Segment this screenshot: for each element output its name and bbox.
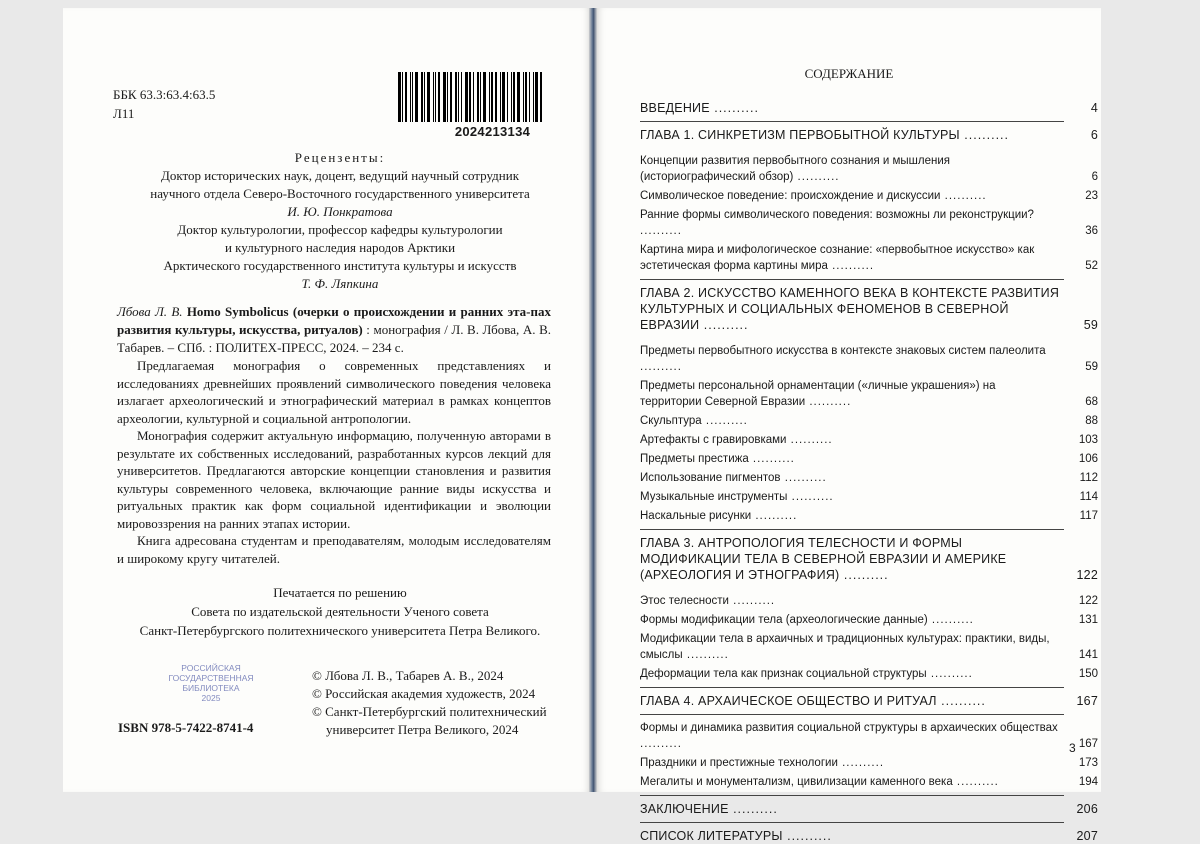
toc-entry — [640, 828, 1098, 844]
print-line: Печатается по решению — [273, 585, 407, 600]
toc-entry-title: Скульптура — [640, 415, 702, 427]
toc-entry — [640, 612, 1098, 628]
toc-divider — [640, 687, 1064, 688]
library-stamp — [165, 663, 257, 705]
barcode-bar — [458, 72, 459, 122]
toc-entry-title: Формы и динамика развития социальной структуры в архаических обществах — [640, 722, 1058, 734]
biblio-rest: : монография / Л. В. Лбова, А. В. Табарев. – СПб. : ПОЛИТЕХ-ПРЕСС, 2024. – 234 с. — [117, 322, 551, 355]
toc-page-number: 59 — [1083, 318, 1098, 332]
barcode-bar — [438, 72, 440, 122]
toc-divider — [640, 279, 1064, 280]
barcode-bar — [502, 72, 505, 122]
toc-leader: .......... — [793, 171, 840, 183]
toc-leader: .......... — [682, 649, 729, 661]
toc-divider — [640, 795, 1064, 796]
barcode-bar — [427, 72, 430, 122]
toc-divider — [640, 822, 1064, 823]
toc-entry-title: Артефакты с гравировками — [640, 434, 787, 446]
barcode-bar — [540, 72, 542, 122]
toc-page-number: 117 — [1079, 510, 1098, 522]
toc-entry-title: СПИСОК ЛИТЕРАТУРЫ — [640, 829, 783, 843]
toc-entry-title: ГЛАВА 3. АНТРОПОЛОГИЯ ТЕЛЕСНОСТИ И ФОРМЫ МОДИФИКАЦИИ ТЕЛА В СЕВЕРНОЙ ЕВРАЗИИ И АМЕРИКЕ (АРХЕОЛОГИЯ И ЭТНОГРАФИЯ) — [640, 536, 1007, 582]
toc-page-number: 4 — [1090, 101, 1098, 115]
barcode-bar — [495, 72, 497, 122]
toc-page-number: 167 — [1076, 694, 1098, 708]
toc-leader: .......... — [782, 829, 832, 843]
toc-title: СОДЕРЖАНИЕ — [804, 66, 894, 81]
toc-leader: .......... — [728, 802, 778, 816]
toc-leader: .......... — [640, 738, 682, 750]
toc-entry-title: Концепции развития первобытного сознания и мышления (историографический обзор) — [640, 155, 951, 183]
toc-entry — [640, 489, 1098, 505]
toc-entry — [640, 100, 1098, 116]
toc-page-number: 141 — [1078, 649, 1098, 661]
copyright-line: © Российская академия художеств, 2024 — [312, 686, 536, 701]
reviewer2-line: и культурного наследия народов Арктики — [224, 240, 456, 255]
toc-leader: .......... — [959, 128, 1009, 142]
toc-page-number: 112 — [1079, 472, 1098, 484]
barcode-bar — [450, 72, 452, 122]
barcode-bar — [483, 72, 486, 122]
toc-page-number: 68 — [1085, 396, 1098, 408]
toc-leader: .......... — [640, 225, 682, 237]
barcode-bar — [469, 72, 471, 122]
barcode-bar — [529, 72, 530, 122]
toc-leader: .......... — [952, 776, 999, 788]
annotation-paragraph: Монография содержит актуальную информацию, полученную авторами в результате их собственных исследований, разработанных курсов лекций для университетов. Предлагаются авторские концепции становления и развития культуры современного человека, включающие ранние виды искусства и ритуальных практик как форм социальной идентификации и эволюции мировоззрения на ранних этапах истории. — [117, 428, 551, 531]
barcode-bar — [491, 72, 493, 122]
toc-entry — [640, 508, 1098, 524]
toc-entry-title: Предметы первобытного искусства в контексте знаковых систем палеолита — [640, 345, 1046, 357]
barcode-bar — [533, 72, 534, 122]
toc-leader: .......... — [926, 668, 973, 680]
bbk-block — [113, 85, 215, 123]
barcode-bar — [489, 72, 490, 122]
toc-page-number: 59 — [1085, 361, 1098, 373]
toc-entry-title: Картина мира и мифологическое сознание: «первобытное искусство» как эстетическая форма картины мира — [640, 244, 1035, 272]
reviewer1-line: научного отдела Северо-Восточного государственного университета — [150, 186, 530, 201]
toc-page-number: 207 — [1076, 829, 1098, 843]
toc-divider — [640, 121, 1064, 122]
stamp-line: ГОСУДАРСТВЕННАЯ — [168, 673, 254, 683]
toc-entry-title: Формы модификации тела (археологические данные) — [640, 614, 928, 626]
toc-leader: .......... — [728, 595, 776, 607]
barcode-bar — [455, 72, 457, 122]
toc-page-number: 6 — [1091, 171, 1098, 183]
bbk-code: ББК 63.3:63.4:63.5 — [113, 87, 216, 102]
barcode-bar — [435, 72, 436, 122]
toc-entry — [640, 801, 1098, 817]
toc-entry — [640, 451, 1098, 467]
toc-leader: .......... — [786, 434, 833, 446]
reviewer2-name: Т. Ф. Ляпкина — [301, 276, 379, 291]
toc-entry — [640, 666, 1098, 682]
toc-entry — [640, 693, 1098, 709]
toc-entry-title: Праздники и престижные технологии — [640, 757, 838, 769]
barcode-bar — [517, 72, 520, 122]
barcode-number: 2024213134 — [454, 124, 531, 139]
toc-page-number: 206 — [1076, 802, 1098, 816]
toc-page-number: 36 — [1085, 225, 1098, 237]
toc-entry — [640, 535, 1098, 583]
barcode-bar — [405, 72, 407, 122]
toc-entry — [640, 188, 1098, 204]
toc-page-number: 194 — [1078, 776, 1098, 788]
reviewer2-line: Доктор культурологии, профессор кафедры культурологии — [177, 222, 503, 237]
toc-entry — [640, 755, 1098, 771]
toc-leader: .......... — [640, 361, 682, 373]
barcode-bar — [535, 72, 538, 122]
table-of-contents — [640, 96, 1098, 844]
toc-entry-title: Модификации тела в архаичных и традиционных культурах: практики, виды, смыслы — [640, 633, 1050, 661]
toc-page-number: 122 — [1076, 568, 1098, 582]
barcode-bar — [443, 72, 446, 122]
toc-page-number: 106 — [1078, 453, 1098, 465]
toc-page-number: 88 — [1085, 415, 1098, 427]
print-line: Санкт-Петербургского политехнического университета Петра Великого. — [139, 623, 541, 638]
barcode-bar — [461, 72, 462, 122]
toc-leader: .......... — [709, 101, 759, 115]
toc-leader: .......... — [936, 694, 986, 708]
biblio-title: Homo Symbolicus (очерки о происхождении и ранних эта-пах развития культуры, искусства, ритуалов) — [117, 304, 551, 337]
barcode-bar — [421, 72, 423, 122]
book-spine — [589, 8, 597, 792]
barcode-bar — [415, 72, 418, 122]
toc-page-number: 103 — [1078, 434, 1098, 446]
barcode-bar — [500, 72, 501, 122]
toc-page-number: 122 — [1078, 595, 1098, 607]
toc-entry-title: Ранние формы символического поведения: возможны ли реконструкции? — [640, 209, 1034, 221]
toc-page-number: 150 — [1078, 668, 1098, 680]
toc-entry-title: Этос телесности — [640, 595, 729, 607]
barcode-bar — [465, 72, 468, 122]
toc-leader: .......... — [839, 568, 889, 582]
barcode-bar — [513, 72, 515, 122]
isbn: ISBN 978-5-7422-8741-4 — [118, 720, 254, 735]
toc-entry-title: ГЛАВА 1. СИНКРЕТИЗМ ПЕРВОБЫТНОЙ КУЛЬТУРЫ — [640, 128, 960, 142]
stamp-line: 2025 — [201, 693, 221, 703]
toc-entry-title: Символическое поведение: происхождение и дискуссии — [640, 190, 941, 202]
toc-leader: .......... — [780, 472, 827, 484]
annotation-paragraph: Предлагаемая монография о современных представлениях и исследованиях древнейших проявлений символического поведения человека излагает археологический и этнографический материал в рамках концептов археологии, культурной и социальной антропологии. — [117, 358, 551, 426]
toc-entry — [640, 593, 1098, 609]
toc-page-number: 131 — [1078, 614, 1098, 626]
toc-entry — [640, 378, 1098, 410]
barcode-bar — [477, 72, 479, 122]
toc-entry-title: Предметы персональной орнаментации («личные украшения») на территории Северной Евразии — [640, 380, 996, 408]
barcode-bar — [398, 72, 401, 122]
toc-entry — [640, 343, 1098, 375]
toc-entry-title: Мегалиты и монументализм, цивилизации каменного века — [640, 776, 953, 788]
toc-page-number: 173 — [1078, 757, 1098, 769]
bibliographic-record — [117, 303, 551, 357]
barcode-bars — [398, 72, 587, 122]
toc-entry — [640, 153, 1098, 185]
reviewer1-name: И. Ю. Понкратова — [287, 204, 393, 219]
reviewers-heading: Рецензенты: — [294, 150, 386, 165]
toc-entry — [640, 774, 1098, 790]
toc-entry-title: Музыкальные инструменты — [640, 491, 788, 503]
toc-entry — [640, 470, 1098, 486]
copyright-line: университет Петра Великого, 2024 — [326, 722, 519, 737]
barcode — [398, 72, 587, 146]
copyright-line: © Лбова Л. В., Табарев А. В., 2024 — [312, 668, 504, 683]
author-mark: Л11 — [113, 106, 135, 121]
toc-entry — [640, 127, 1098, 143]
barcode-bar — [511, 72, 512, 122]
toc-entry — [640, 413, 1098, 429]
toc-entry-title: Деформации тела как признак социальной структуры — [640, 668, 927, 680]
barcode-bar — [525, 72, 527, 122]
toc-leader: .......... — [699, 318, 749, 332]
toc-entry-title: ВВЕДЕНИЕ — [640, 101, 710, 115]
barcode-bar — [473, 72, 474, 122]
toc-page-number: 6 — [1090, 128, 1098, 142]
toc-entry-title: ГЛАВА 2. ИСКУССТВО КАМЕННОГО ВЕКА В КОНТЕКСТЕ РАЗВИТИЯ КУЛЬТУРНЫХ И СОЦИАЛЬНЫХ ФЕНОМЕНОВ В СЕВЕРНОЙ ЕВРАЗИИ — [640, 286, 1060, 332]
toc-entry-title: Предметы престижа — [640, 453, 749, 465]
copyright-line: © Санкт-Петербургский политехнический — [312, 704, 547, 719]
toc-leader: .......... — [927, 614, 974, 626]
toc-entry-title: ГЛАВА 4. АРХАИЧЕСКОЕ ОБЩЕСТВО И РИТУАЛ — [640, 694, 937, 708]
barcode-bar — [447, 72, 448, 122]
annotation-paragraph: Книга адресована студентам и преподавателям, молодым исследователям и широкому кругу читателей. — [117, 533, 551, 566]
barcode-bar — [433, 72, 434, 122]
toc-leader: .......... — [701, 415, 748, 427]
barcode-bar — [424, 72, 425, 122]
annotation — [117, 357, 551, 567]
toc-leader: .......... — [748, 453, 795, 465]
reviewer1-line: Доктор исторических наук, доцент, ведущий научный сотрудник — [160, 168, 520, 183]
toc-leader: .......... — [837, 757, 885, 769]
toc-leader: .......... — [805, 396, 852, 408]
page-number: 3 — [1069, 741, 1076, 755]
reviewers-block — [110, 167, 570, 293]
toc-divider — [640, 529, 1064, 530]
toc-entry-title: ЗАКЛЮЧЕНИЕ — [640, 802, 729, 816]
toc-page-number: 167 — [1078, 738, 1098, 750]
toc-entry — [640, 285, 1098, 333]
toc-leader: .......... — [751, 510, 798, 522]
barcode-bar — [523, 72, 524, 122]
copyright-block — [312, 667, 582, 739]
print-decision — [110, 583, 570, 640]
toc-page-number: 114 — [1079, 491, 1098, 503]
toc-leader: .......... — [787, 491, 834, 503]
toc-entry — [640, 720, 1098, 752]
stamp-line: РОССИЙСКАЯ — [181, 663, 241, 673]
barcode-bar — [402, 72, 403, 122]
stamp-line: БИБЛИОТЕКА — [182, 683, 240, 693]
print-line: Совета по издательской деятельности Ученого совета — [191, 604, 489, 619]
toc-leader: .......... — [827, 260, 875, 272]
barcode-bar — [507, 72, 508, 122]
toc-entry — [640, 207, 1098, 239]
toc-entry — [640, 631, 1098, 663]
barcode-bar — [412, 72, 413, 122]
barcode-bar — [480, 72, 481, 122]
toc-divider — [640, 714, 1064, 715]
toc-page-number: 23 — [1085, 190, 1098, 202]
reviewer2-line: Арктического государственного института культуры и искусств — [163, 258, 517, 273]
biblio-authors: Лбова Л. В. — [117, 304, 183, 319]
toc-entry — [640, 432, 1098, 448]
toc-page-number: 52 — [1085, 260, 1098, 272]
barcode-bar — [410, 72, 411, 122]
toc-leader: .......... — [940, 190, 987, 202]
toc-entry-title: Использование пигментов — [640, 472, 781, 484]
toc-entry — [640, 242, 1098, 274]
toc-entry-title: Наскальные рисунки — [640, 510, 752, 522]
